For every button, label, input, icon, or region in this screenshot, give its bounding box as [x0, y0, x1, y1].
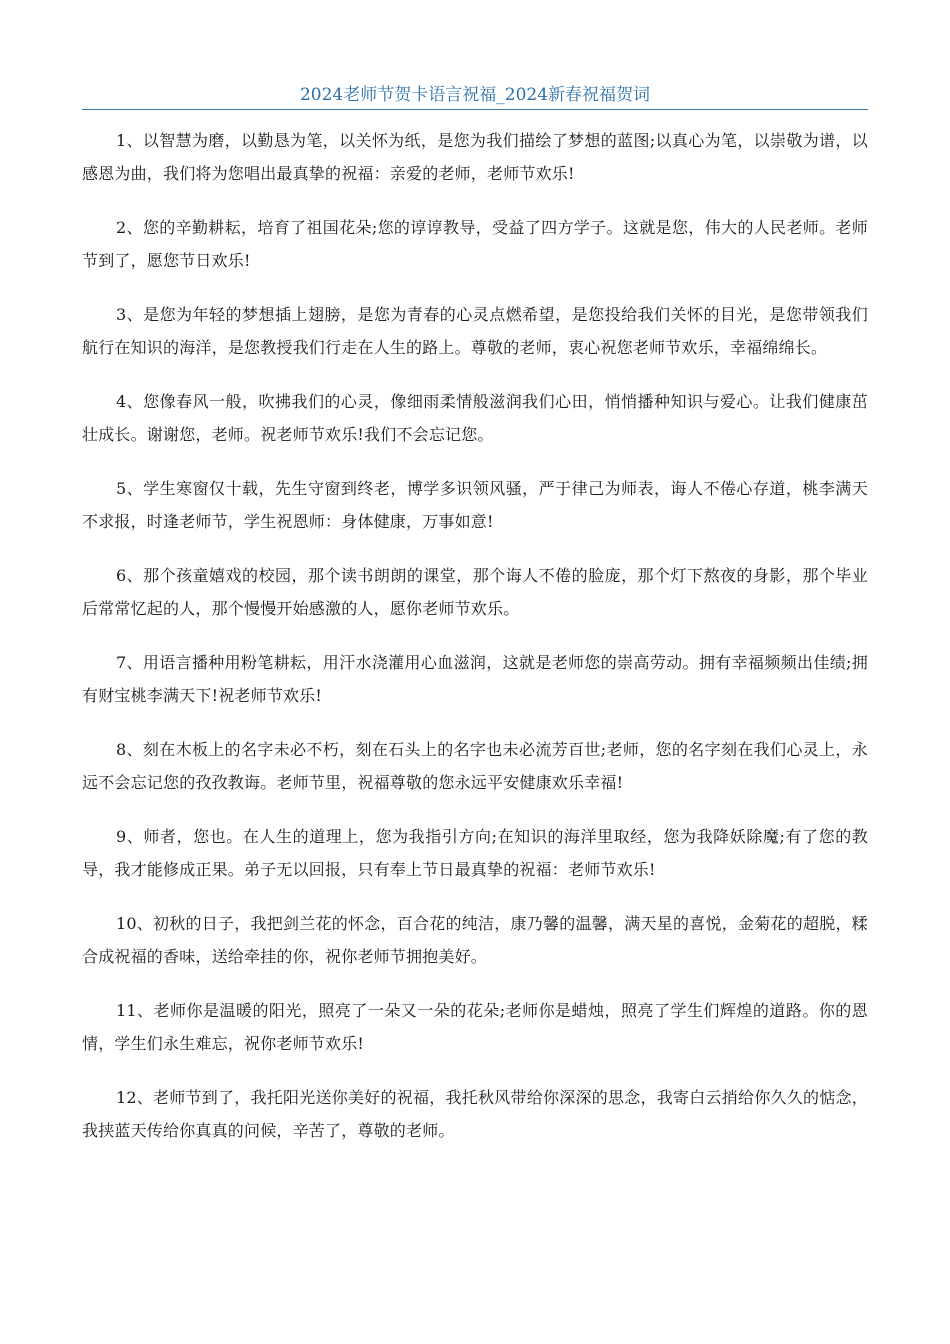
paragraph-6: 6、那个孩童嬉戏的校园，那个读书朗朗的课堂，那个诲人不倦的脸庞，那个灯下熬夜的身影，那个毕业后常常忆起的人，那个慢慢开始感激的人，愿你老师节欢乐。	[82, 566, 868, 618]
paragraph-12: 12、老师节到了，我托阳光送你美好的祝福，我托秋风带给你深深的思念，我寄白云捎给你久久的惦念，我挟蓝天传给你真真的问候，辛苦了，尊敬的老师。	[82, 1088, 868, 1140]
paragraph-5: 5、学生寒窗仅十载，先生守窗到终老，博学多识领风骚，严于律己为师表，诲人不倦心存道，桃李满天不求报，时逢老师节，学生祝恩师：身体健康，万事如意!	[82, 479, 868, 531]
paragraph-2: 2、您的辛勤耕耘，培育了祖国花朵;您的谆谆教导，受益了四方学子。这就是您，伟大的人民老师。老师节到了，愿您节日欢乐!	[82, 218, 868, 270]
paragraph-7: 7、用语言播种用粉笔耕耘，用汗水浇灌用心血滋润，这就是老师您的崇高劳动。拥有幸福频频出佳绩;拥有财宝桃李满天下!祝老师节欢乐!	[82, 653, 868, 705]
document-body	[82, 124, 868, 1168]
paragraph-9: 9、师者，您也。在人生的道理上，您为我指引方向;在知识的海洋里取经，您为我降妖除魔;有了您的教导，我才能修成正果。弟子无以回报，只有奉上节日最真挚的祝福：老师节欢乐!	[82, 827, 868, 879]
paragraph-8: 8、刻在木板上的名字未必不朽，刻在石头上的名字也未必流芳百世;老师，您的名字刻在我们心灵上，永远不会忘记您的孜孜教诲。老师节里，祝福尊敬的您永远平安健康欢乐幸福!	[82, 740, 868, 792]
title-divider	[82, 109, 868, 110]
paragraph-4: 4、您像春风一般，吹拂我们的心灵，像细雨柔情般滋润我们心田，悄悄播种知识与爱心。让我们健康茁壮成长。谢谢您，老师。祝老师节欢乐!我们不会忘记您。	[82, 392, 868, 444]
paragraph-11: 11、老师你是温暖的阳光，照亮了一朵又一朵的花朵;老师你是蜡烛，照亮了学生们辉煌的道路。你的恩情，学生们永生难忘，祝你老师节欢乐!	[82, 1001, 868, 1053]
document-title: 2024老师节贺卡语言祝福_2024新春祝福贺词	[299, 85, 651, 105]
paragraph-10: 10、初秋的日子，我把剑兰花的怀念，百合花的纯洁，康乃馨的温馨，满天星的喜悦，金菊花的超脱，糅合成祝福的香味，送给牵挂的你，祝你老师节拥抱美好。	[82, 914, 868, 966]
paragraph-1: 1、以智慧为磨，以勤恳为笔，以关怀为纸，是您为我们描绘了梦想的蓝图;以真心为笔，以崇敬为谱，以感恩为曲，我们将为您唱出最真挚的祝福：亲爱的老师，老师节欢乐!	[82, 131, 868, 183]
paragraph-3: 3、是您为年轻的梦想插上翅膀，是您为青春的心灵点燃希望，是您投给我们关怀的目光，是您带领我们航行在知识的海洋，是您教授我们行走在人生的路上。尊敬的老师，衷心祝您老师节欢乐，幸福绵绵长。	[82, 305, 868, 357]
